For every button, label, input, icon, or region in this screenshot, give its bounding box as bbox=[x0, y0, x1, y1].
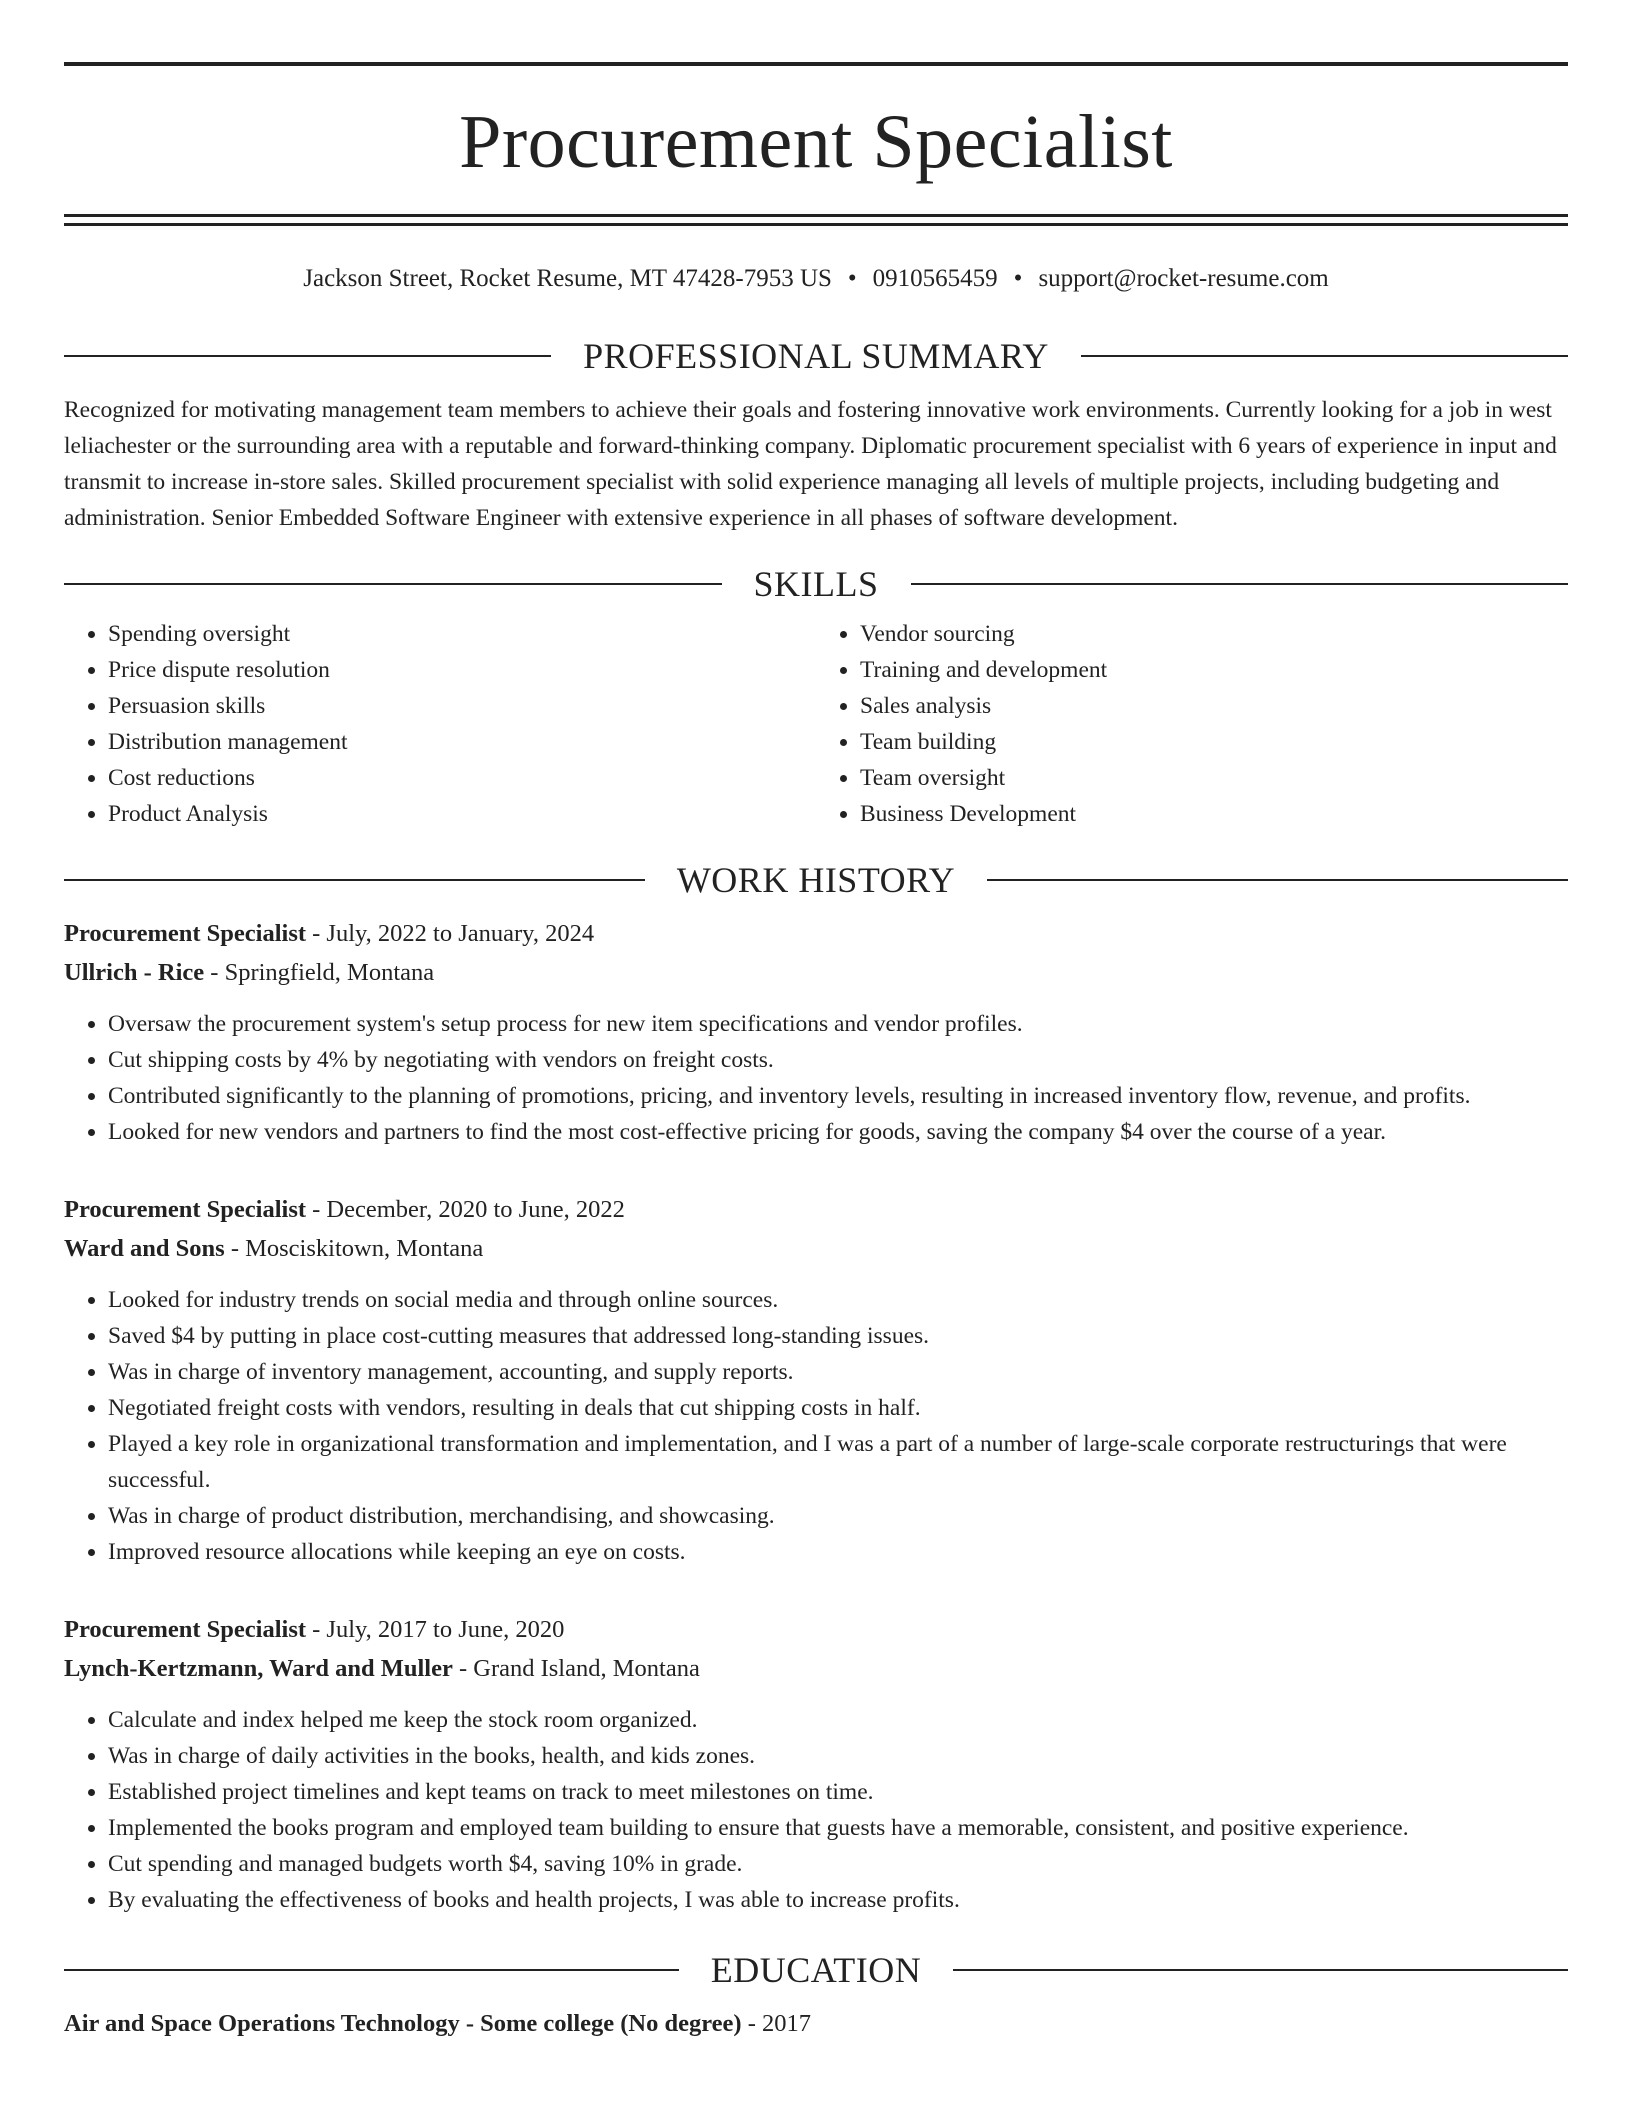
heading-rule bbox=[64, 355, 551, 357]
job-company-line bbox=[64, 1229, 1568, 1268]
job-bullet: • Implemented the books program and employed team building to ensure that guests have a memorable, consistent, and positive experience. bbox=[108, 1810, 1568, 1846]
skill-item: • Team building bbox=[860, 724, 1568, 760]
job-company-line bbox=[64, 1649, 1568, 1688]
skill-item: • Product Analysis bbox=[108, 796, 816, 832]
heading-rule bbox=[64, 583, 722, 585]
education-year: - 2017 bbox=[741, 2010, 811, 2037]
skill-item: • Cost reductions bbox=[108, 760, 816, 796]
heading-rule bbox=[1081, 355, 1568, 357]
job-bullet: • Was in charge of inventory management, accounting, and supply reports. bbox=[108, 1354, 1568, 1390]
skills-list-right bbox=[816, 616, 1568, 832]
work-heading bbox=[64, 862, 1568, 898]
education-heading bbox=[64, 1952, 1568, 1988]
section-title: SKILLS bbox=[753, 564, 879, 604]
heading-rule bbox=[911, 583, 1569, 585]
job-bullet: • Established project timelines and kept teams on track to meet milestones on time. bbox=[108, 1774, 1568, 1810]
contact-line bbox=[64, 264, 1568, 294]
skill-item: • Training and development bbox=[860, 652, 1568, 688]
job-company: Ward and Sons bbox=[64, 1235, 225, 1262]
education-entry bbox=[64, 2004, 1568, 2043]
job-bullet: • By evaluating the effectiveness of books and health projects, I was able to increase profits. bbox=[108, 1882, 1568, 1918]
skills-heading bbox=[64, 566, 1568, 602]
job-company-line bbox=[64, 953, 1568, 992]
job-bullet: • Played a key role in organizational transformation and implementation, and I was a part of a number of large-scale corporate restructurings that were successful. bbox=[108, 1426, 1568, 1498]
double-rule-upper bbox=[64, 214, 1568, 217]
contact-separator: • bbox=[847, 265, 857, 292]
skill-item: • Team oversight bbox=[860, 760, 1568, 796]
job-location: - Springfield, Montana bbox=[204, 959, 435, 986]
job-bullets bbox=[64, 1006, 1568, 1150]
job-bullet: • Looked for industry trends on social media and through online sources. bbox=[108, 1282, 1568, 1318]
work-history-list bbox=[64, 914, 1568, 1918]
job-bullets bbox=[64, 1282, 1568, 1570]
skill-item: • Business Development bbox=[860, 796, 1568, 832]
job-bullet: • Negotiated freight costs with vendors, resulting in deals that cut shipping costs in half. bbox=[108, 1390, 1568, 1426]
job-bullet: • Looked for new vendors and partners to find the most cost-effective pricing for goods, saving the company $4 over the course of a year. bbox=[108, 1114, 1568, 1150]
skill-item: • Distribution management bbox=[108, 724, 816, 760]
skill-item: • Persuasion skills bbox=[108, 688, 816, 724]
job-bullet: • Calculate and index helped me keep the stock room organized. bbox=[108, 1702, 1568, 1738]
resume-page bbox=[64, 0, 1568, 2043]
job-dates: - July, 2022 to January, 2024 bbox=[306, 920, 595, 947]
job-company: Ullrich - Rice bbox=[64, 959, 205, 986]
heading-rule bbox=[64, 879, 645, 881]
job-bullet: • Contributed significantly to the planning of promotions, pricing, and inventory levels, resulting in increased inventory flow, revenue, and profits. bbox=[108, 1078, 1568, 1114]
job-bullet: • Cut shipping costs by 4% by negotiating with vendors on freight costs. bbox=[108, 1042, 1568, 1078]
heading-rule bbox=[987, 879, 1568, 881]
double-rule-lower bbox=[64, 223, 1568, 226]
job-bullet: • Was in charge of product distribution, merchandising, and showcasing. bbox=[108, 1498, 1568, 1534]
contact-address: Jackson Street, Rocket Resume, MT 47428-7953 US bbox=[303, 265, 832, 292]
job-entry bbox=[64, 1610, 1568, 1918]
job-dates: - July, 2017 to June, 2020 bbox=[306, 1616, 565, 1643]
contact-email: support@rocket-resume.com bbox=[1038, 265, 1329, 292]
job-location: - Mosciskitown, Montana bbox=[224, 1235, 484, 1262]
candidate-name: Procurement Specialist bbox=[459, 100, 1173, 184]
summary-heading bbox=[64, 338, 1568, 374]
job-title: Procurement Specialist bbox=[64, 920, 307, 947]
skill-item: • Vendor sourcing bbox=[860, 616, 1568, 652]
job-bullet: • Was in charge of daily activities in the books, health, and kids zones. bbox=[108, 1738, 1568, 1774]
contact-separator: • bbox=[1013, 265, 1023, 292]
job-dates: - December, 2020 to June, 2022 bbox=[306, 1196, 625, 1223]
job-company: Lynch-Kertzmann, Ward and Muller bbox=[64, 1655, 453, 1682]
job-bullet: • Saved $4 by putting in place cost-cutting measures that addressed long-standing issues. bbox=[108, 1318, 1568, 1354]
skill-item: • Price dispute resolution bbox=[108, 652, 816, 688]
job-title: Procurement Specialist bbox=[64, 1196, 307, 1223]
job-bullet: • Improved resource allocations while keeping an eye on costs. bbox=[108, 1534, 1568, 1570]
education-degree: Air and Space Operations Technology - Some college (No degree) bbox=[64, 2010, 742, 2037]
heading-rule bbox=[953, 1969, 1568, 1971]
heading-rule bbox=[64, 1969, 679, 1971]
job-bullet: • Cut spending and managed budgets worth $4, saving 10% in grade. bbox=[108, 1846, 1568, 1882]
skills-columns bbox=[64, 616, 1568, 832]
job-bullets bbox=[64, 1702, 1568, 1918]
summary-text: Recognized for motivating management team members to achieve their goals and fostering innovative work environments. Currently looking for a job in west leliachester or the surrounding area with a reputable and forward-thinking company. Diplomatic procurement specialist with 6 years of experience in input and transmit to increase in-store sales. Skilled procurement specialist with solid experience managing all levels of multiple projects, including budgeting and administration. Senior Embedded Software Engineer with extensive experience in all phases of software development. bbox=[64, 397, 1557, 531]
job-bullet: • Oversaw the procurement system's setup process for new item specifications and vendor profiles. bbox=[108, 1006, 1568, 1042]
skills-list-left bbox=[64, 616, 816, 832]
education-list bbox=[64, 2004, 1568, 2043]
contact-phone: 0910565459 bbox=[872, 265, 998, 292]
section-title: WORK HISTORY bbox=[676, 860, 956, 900]
job-title-line bbox=[64, 914, 1568, 953]
job-title-line bbox=[64, 1610, 1568, 1649]
job-entry bbox=[64, 1190, 1568, 1570]
top-rule bbox=[64, 62, 1568, 66]
job-entry bbox=[64, 914, 1568, 1150]
skill-item: • Sales analysis bbox=[860, 688, 1568, 724]
section-title: EDUCATION bbox=[710, 1950, 922, 1990]
job-title-line bbox=[64, 1190, 1568, 1229]
job-location: - Grand Island, Montana bbox=[452, 1655, 700, 1682]
job-title: Procurement Specialist bbox=[64, 1616, 307, 1643]
section-title: PROFESSIONAL SUMMARY bbox=[583, 336, 1049, 376]
skill-item: • Spending oversight bbox=[108, 616, 816, 652]
